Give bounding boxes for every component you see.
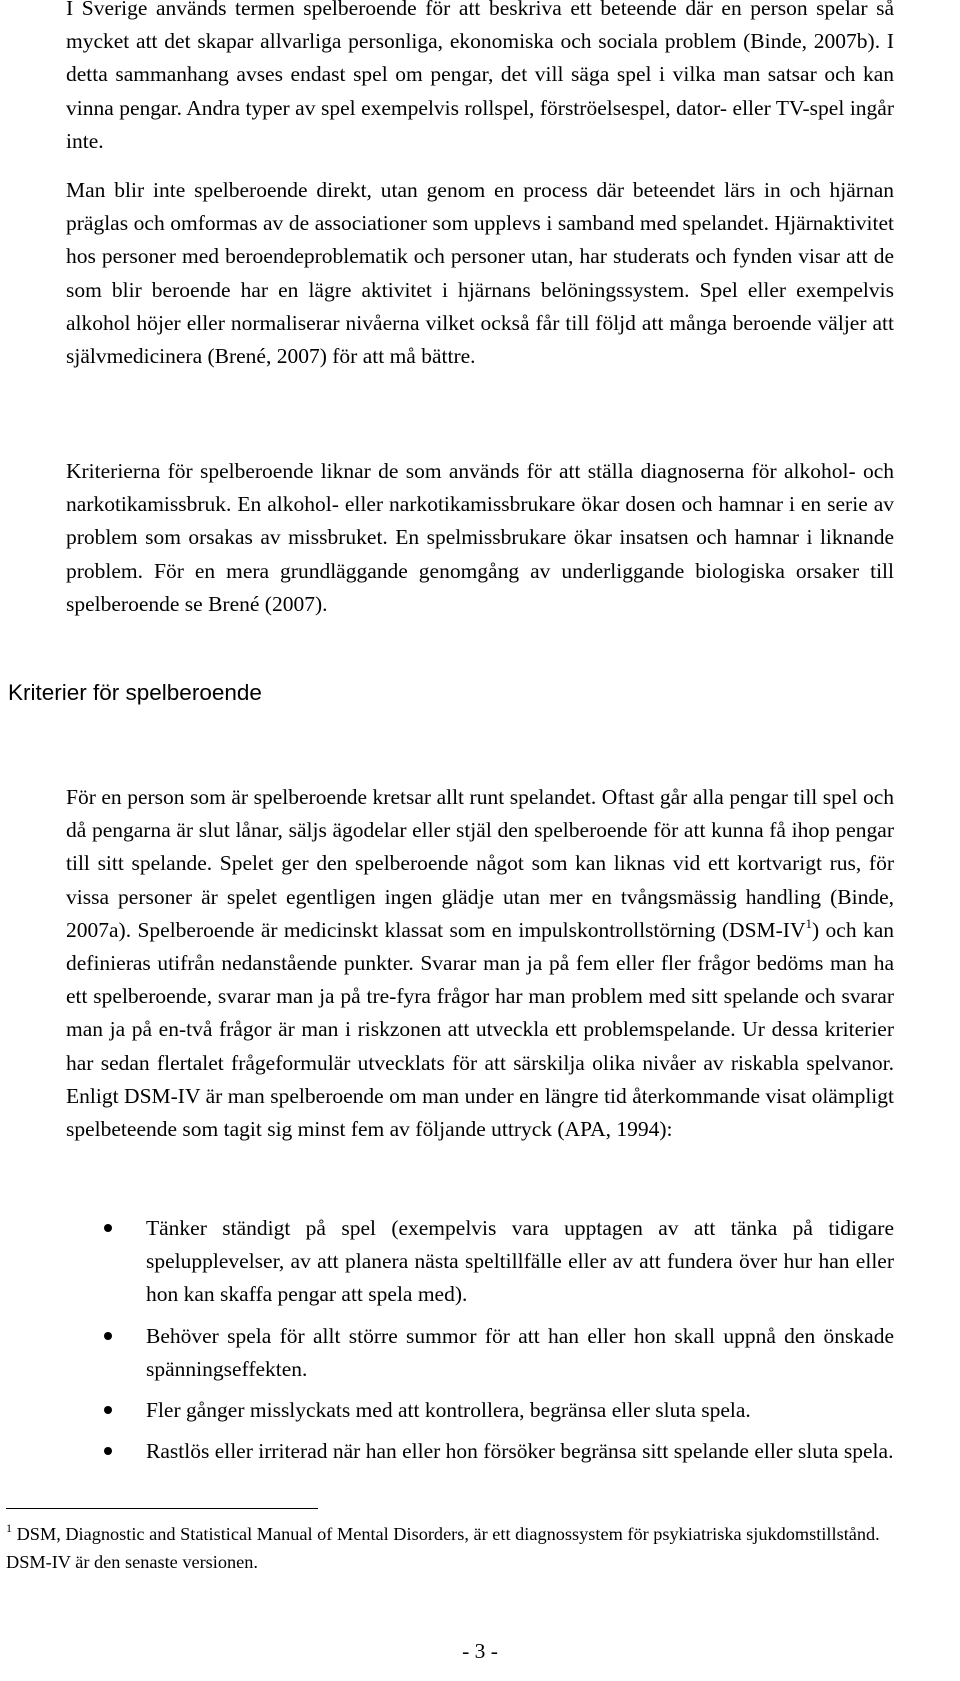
bullet-icon	[104, 1447, 112, 1455]
criteria-text: Rastlös eller irriterad när han eller hon försöker begränsa sitt spelande eller sluta spela.	[146, 1439, 894, 1464]
section-paragraph-text-start: För en person som är spelberoende kretsar allt runt spelandet. Oftast går alla pengar till spel och då pengarna är slut lånar, säljs ägodelar eller stjäl den spelberoende för att kunna få ihop pengar till sitt spelande. Spelet ger den spelberoende något som kan liknas vid ett kortvarigt rus, för vissa personer är spelet egentligen ingen glädje utan mer en tvångsmässig handling (Binde, 2007a). Spelberoende är medicinskt klassat som en impulskontrollstörning (DSM-IV	[66, 785, 894, 942]
criteria-list-item	[0, 1212, 960, 1312]
bullet-icon	[104, 1406, 112, 1414]
criteria-list-item	[0, 1320, 960, 1386]
criteria-intro-paragraph: Kriterierna för spelberoende liknar de som används för att ställa diagnoserna för alkohol- och narkotikamissbruk. En alkohol- eller narkotikamissbrukare ökar dosen och hamnar i en serie av problem som orsakas av missbruket. En spelmissbrukare ökar insatsen och hamnar i liknande problem. För en mera grundläggande genomgång av underliggande biologiska orsaker till spelberoende se Brené (2007).	[66, 459, 894, 616]
section-paragraph	[66, 781, 894, 1146]
footnote-number: 1	[6, 1521, 12, 1535]
section-heading: Kriterier för spelberoende	[8, 680, 262, 705]
intro-paragraph: I Sverige används termen spelberoende för att beskriva ett beteende där en person spelar så mycket att det skapar allvarliga personliga, ekonomiska och sociala problem (Binde, 2007b). I detta sammanhang avses endast spel om pengar, det vill säga spel i vilka man satsar och kan vinna pengar. Andra typer av spel exempelvis rollspel, förströelsespel, dator- eller TV-spel ingår inte.	[66, 0, 894, 153]
footnote-text: DSM, Diagnostic and Statistical Manual of Mental Disorders, är ett diagnossystem för psykiatriska sjukdomstillstånd. DSM-IV är den senaste versionen.	[6, 1524, 880, 1572]
footnote	[6, 1520, 896, 1576]
criteria-text: Tänker ständigt på spel (exempelvis vara upptagen av att tänka på tidigare spelupplevelser, av att planera nästa speltillfälle eller av att fundera över hur han eller hon kan skaffa pengar att spela med).	[146, 1216, 894, 1307]
footnote-divider	[6, 1508, 318, 1509]
bullet-icon	[104, 1332, 112, 1340]
footnote-reference: 1	[805, 915, 812, 931]
section-paragraph-text-end: ) och kan definieras utifrån nedanstående punkter. Svarar man ja på fem eller fler frågor bedöms man ha ett spelberoende, svarar man ja på tre-fyra frågor har man problem med sitt spelande och svarar man ja på en-två frågor är man i riskzonen att utveckla ett problemspelande. Ur dessa kriterier har sedan flertalet frågeformulär utvecklats för att särskilja olika nivåer av riskabla spelvanor. Enligt DSM-IV är man spelberoende om man under en längre tid återkommande visat olämpligt spelbeteende som tagit sig minst fem av följande uttryck (APA, 1994):	[66, 917, 894, 1142]
criteria-list-item	[0, 1435, 960, 1468]
process-paragraph: Man blir inte spelberoende direkt, utan genom en process där beteendet lärs in och hjärnan präglas och omformas av de associationer som upplevs i samband med spelandet. Hjärnaktivitet hos personer med beroendeproblematik och personer utan, har studerats och fynden visar att de som blir beroende har en lägre aktivitet i hjärnans belöningssystem. Spel eller exempelvis alkohol höjer eller normaliserar nivåerna vilket också får till följd att många beroende väljer att självmedicinera (Brené, 2007) för att må bättre.	[66, 178, 894, 369]
criteria-text: Behöver spela för allt större summor för att han eller hon skall uppnå den önskade spänningseffekten.	[146, 1323, 894, 1381]
page-number: - 3 -	[462, 1639, 498, 1663]
criteria-list	[0, 1212, 960, 1476]
criteria-list-item	[0, 1394, 960, 1427]
bullet-icon	[104, 1224, 112, 1232]
criteria-text: Fler gånger misslyckats med att kontrollera, begränsa eller sluta spela.	[146, 1398, 751, 1423]
